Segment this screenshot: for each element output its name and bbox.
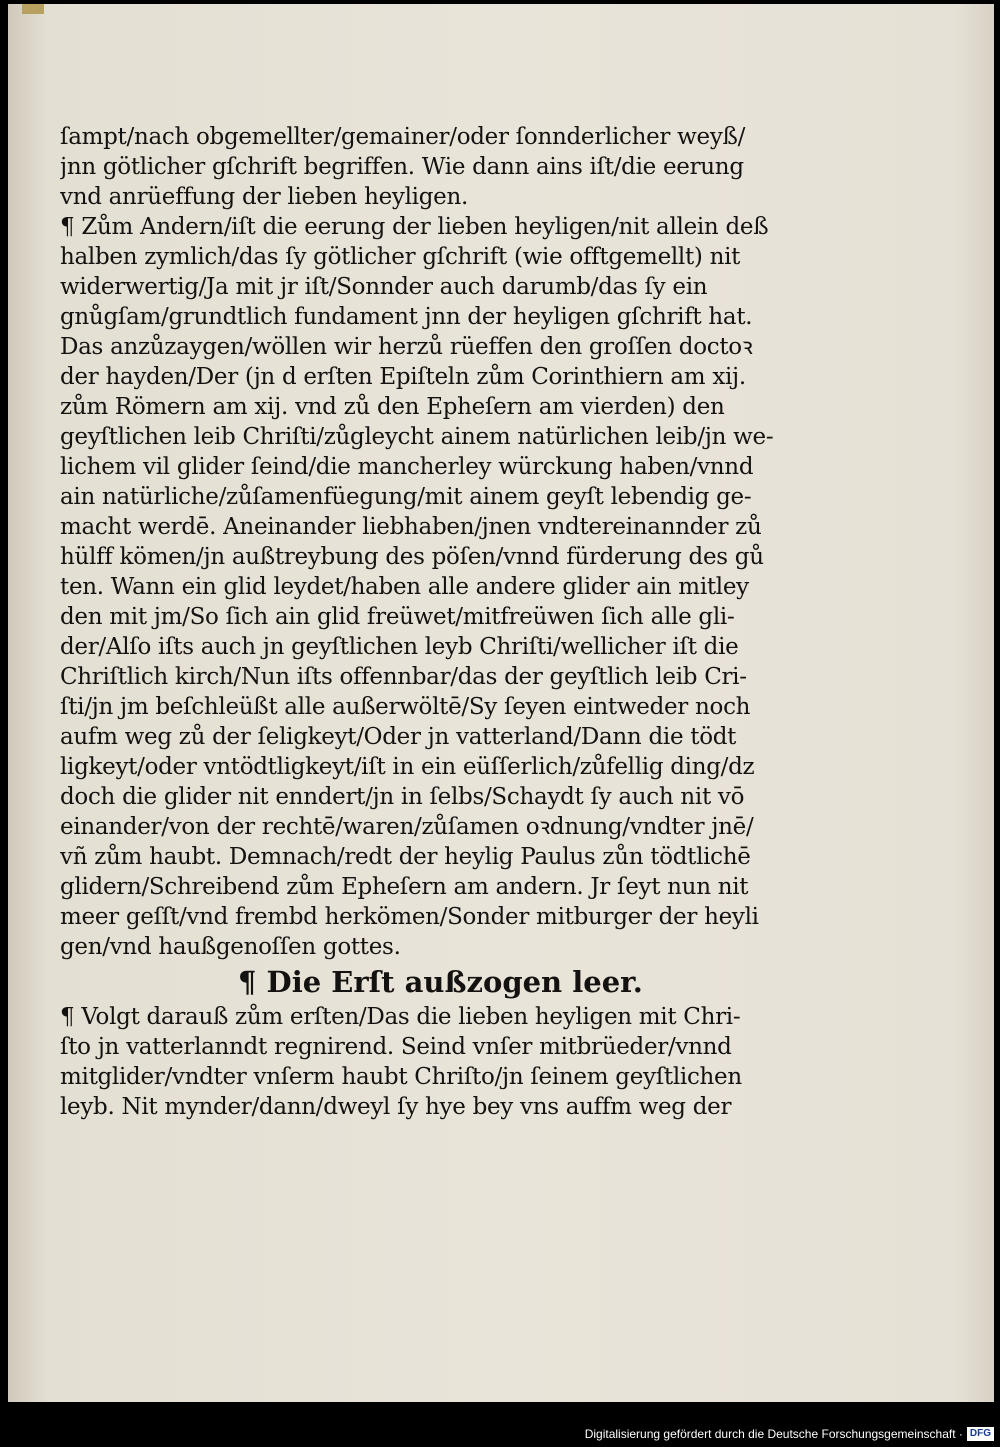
- text-line: jnn götlicher gſchrift begriffen. Wie dann ains iſt/die eerung: [60, 154, 744, 180]
- funding-credit: [585, 1427, 994, 1441]
- text-line: vñ zům haubt. Demnach/redt der heylig Paulus zůn tödtlichē: [60, 844, 751, 870]
- text-line: ligkeyt/oder vntödtligkeyt/iſt in ein eüſſerlich/zůfellig ding/dz: [60, 754, 755, 780]
- text-line: ſto jn vatterlanndt regnirend. Seind vnſer mitbrüeder/vnnd: [60, 1034, 732, 1060]
- section-heading: ¶ Die Erſt außzogen leer.: [238, 965, 643, 999]
- text-line: Das anzůzaygen/wöllen wir herzů rüeffen den groſſen doctoꝛ: [60, 334, 753, 360]
- text-line: doch die glider nit enndert/jn in ſelbs/Schaydt ſy auch nit vō: [60, 784, 745, 810]
- text-line: aufm weg zů der ſeligkeyt/Oder jn vatterland/Dann die tödt: [60, 724, 737, 750]
- page-corner-stain: [22, 4, 44, 14]
- text-line: Chriſtlich kirch/Nun iſts offennbar/das der geyſtlich leib Cri‑: [60, 664, 747, 690]
- book-page: [8, 4, 994, 1402]
- text-line: macht werdē. Aneinander liebhaben/jnen vndtereinannder zů: [60, 514, 762, 540]
- text-line: einander/von der rechtē/waren/zůſamen oꝛdnung/vndter jnē/: [60, 814, 754, 840]
- text-line: gnůgſam/grundtlich fundament jnn der heyligen gſchrift hat.: [60, 304, 753, 330]
- text-line: glidern/Schreibend zům Epheſern am andern. Jr ſeyt nun nit: [60, 874, 749, 900]
- text-line: gen/vnd haußgenoſſen gottes.: [60, 934, 401, 960]
- text-line: vnd anrüeffung der lieben heyligen.: [60, 184, 468, 210]
- text-line: ten. Wann ein glid leydet/haben alle andere glider ain mitley: [60, 574, 749, 600]
- text-line: der hayden/Der (jn d erſten Epiſteln zům Corinthiern am xij.: [60, 364, 746, 390]
- text-line: ſti/jn jm beſchleüßt alle außerwöltē/Sy ſeyen eintweder noch: [60, 694, 751, 720]
- text-line: geyſtlichen leib Chriſti/zůgleycht ainem natürlichen leib/jn we‑: [60, 424, 774, 450]
- text-line: halben zymlich/das ſy götlicher gſchrift (wie offtgemellt) nit: [60, 244, 741, 270]
- text-line: ſampt/nach obgemellter/gemainer/oder ſonnderlicher weyß/: [60, 124, 746, 150]
- funding-credit-text: Digitalisierung gefördert durch die Deutsche Forschungsgemeinschaft ·: [584, 1427, 963, 1441]
- text-line: meer geſſt/vnd frembd herkömen/Sonder mitburger der heyli: [60, 904, 759, 930]
- text-line: mitglider/vndter vnſerm haubt Chriſto/jn ſeinem geyſtlichen: [60, 1064, 742, 1090]
- text-line: der/Alſo iſts auch jn geyſtlichen leyb Chriſti/wellicher iſt die: [60, 634, 739, 660]
- text-line: widerwertig/Ja mit jr iſt/Sonnder auch darumb/das ſy ein: [60, 274, 708, 300]
- dfg-logo-icon: DFG: [967, 1427, 994, 1441]
- text-line: ¶ Volgt darauß zům erſten/Das die lieben heyligen mit Chri‑: [60, 1004, 741, 1030]
- page-text-block: [60, 122, 800, 1122]
- text-line: lichem vil glider ſeind/die mancherley würckung haben/vnnd: [60, 454, 754, 480]
- text-line: zům Römern am xij. vnd zů den Epheſern am vierden) den: [60, 394, 725, 420]
- text-line: ain natürliche/zůſamenfüegung/mit ainem geyſt lebendig ge‑: [60, 484, 752, 510]
- text-line: den mit jm/So ſich ain glid freüwet/mitfreüwen ſich alle gli‑: [60, 604, 735, 630]
- text-line: leyb. Nit mynder/dann/dweyl ſy hye bey vns auffm weg der: [60, 1094, 732, 1120]
- text-line: hülff kömen/jn außtreybung des pöſen/vnnd fürderung des gů: [60, 544, 764, 570]
- text-line: ¶ Zům Andern/iſt die eerung der lieben heyligen/nit allein deß: [60, 214, 769, 240]
